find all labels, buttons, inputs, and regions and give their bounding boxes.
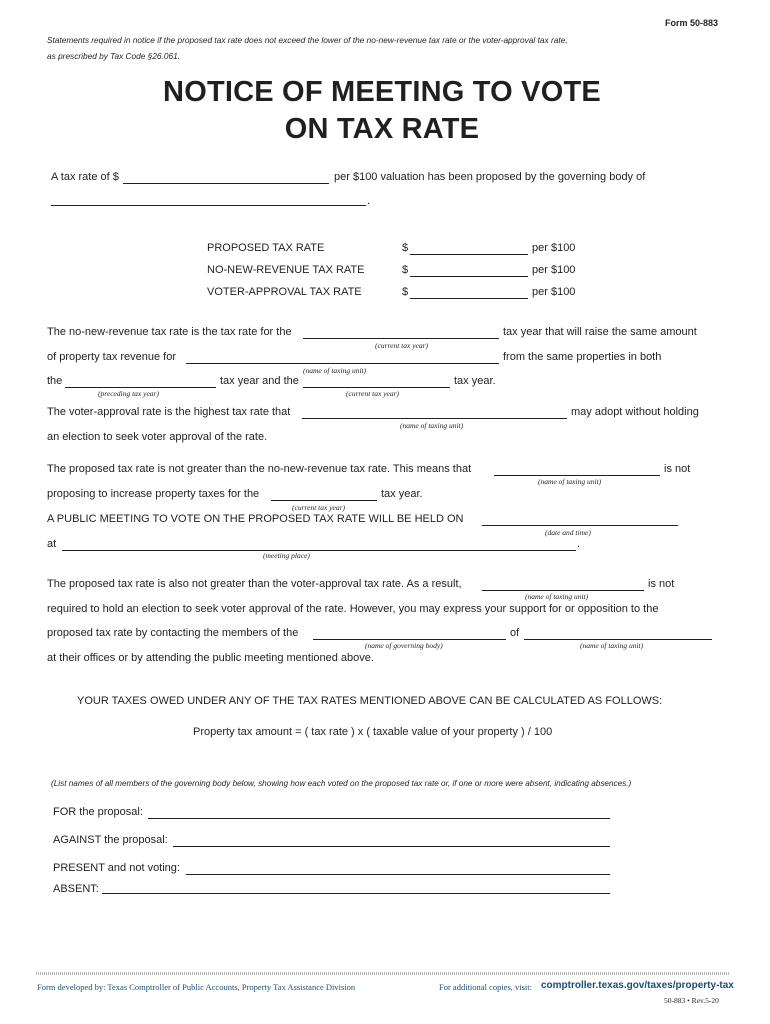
- calc-formula: Property tax amount = ( tax rate ) x ( taxable value of your property ) / 100: [193, 726, 553, 738]
- rate-per-nnr: per $100: [532, 264, 576, 276]
- statute-note-line-2: as prescribed by Tax Code §26.061.: [47, 51, 180, 61]
- rate-per-proposed: per $100: [532, 242, 576, 254]
- ng-nnr-line2-a: proposing to increase property taxes for the: [47, 488, 260, 500]
- governing-body-name-field[interactable]: [313, 639, 506, 640]
- caption-ng-taxing-unit: (name of taxing unit): [538, 477, 602, 486]
- ng-nnr-current-year-field[interactable]: [271, 500, 377, 501]
- tax-rate-field[interactable]: [123, 183, 329, 184]
- nnr-line2-b: from the same properties in both: [503, 351, 662, 363]
- rate-per-va: per $100: [532, 286, 576, 298]
- footer-divider: [36, 972, 729, 975]
- rate-label-nnr: NO-NEW-REVENUE TAX RATE: [207, 264, 365, 276]
- nnr-current-year-field-2[interactable]: [303, 387, 450, 388]
- va-line1-b: may adopt without holding: [571, 406, 699, 418]
- nnr-line3-b: tax year and the: [220, 375, 299, 387]
- ng-nnr-line1-a: The proposed tax rate is not greater than the no-new-revenue tax rate. This means that: [47, 463, 472, 475]
- statute-note-line-1: Statements required in notice if the proposed tax rate does not exceed the lower of the no-new-revenue tax rate or the voter-approval tax rate,: [47, 35, 568, 45]
- rate-dollar-va: $: [402, 286, 409, 298]
- vote-absent-field[interactable]: [102, 893, 610, 894]
- meeting-date-time-field[interactable]: [482, 525, 678, 526]
- rate-dollar-proposed: $: [402, 242, 409, 254]
- nnr-line3-a: the: [47, 375, 63, 387]
- nnr-taxing-unit-field[interactable]: [186, 363, 499, 364]
- ng-va-line3-a: proposed tax rate by contacting the members of the: [47, 627, 299, 639]
- vote-present-label: PRESENT and not voting:: [53, 862, 180, 874]
- caption-date-time: (date and time): [545, 528, 591, 537]
- ng-va-line1-b: is not: [648, 578, 675, 590]
- caption-ng-current-year: (current tax year): [292, 503, 346, 512]
- vote-for-field[interactable]: [148, 818, 610, 819]
- va-line1-a: The voter-approval rate is the highest tax rate that: [47, 406, 291, 418]
- caption-meeting-place: (meeting place): [263, 551, 310, 560]
- vote-present-field[interactable]: [186, 874, 610, 875]
- ng-va-line3-b: of: [510, 627, 520, 639]
- footer-revision: 50-883 • Rev.5-20: [664, 996, 719, 1005]
- caption-ng-va-taxing-unit-2: (name of taxing unit): [580, 641, 644, 650]
- caption-va-taxing-unit: (name of taxing unit): [400, 421, 464, 430]
- nnr-rate-field[interactable]: [410, 276, 528, 277]
- intro-suffix: per $100 valuation has been proposed by the governing body of: [334, 171, 646, 183]
- rate-label-va: VOTER-APPROVAL TAX RATE: [207, 286, 362, 298]
- ng-va-line4: at their offices or by attending the public meeting mentioned above.: [47, 652, 374, 664]
- footer-url-link[interactable]: comptroller.texas.gov/taxes/property-tax: [541, 980, 734, 991]
- nnr-line1-b: tax year that will raise the same amount: [503, 326, 697, 338]
- ng-va-taxing-unit-field[interactable]: [482, 590, 644, 591]
- caption-current-year-2: (current tax year): [346, 389, 400, 398]
- meeting-at: at: [47, 538, 57, 550]
- vote-against-field[interactable]: [173, 846, 610, 847]
- governing-body-field[interactable]: [51, 205, 366, 206]
- va-line2: an election to seek voter approval of the rate.: [47, 431, 268, 443]
- nnr-line2-a: of property tax revenue for: [47, 351, 177, 363]
- nnr-preceding-year-field[interactable]: [65, 387, 216, 388]
- footer-copies-prefix: For additional copies, visit:: [439, 982, 533, 992]
- page-title-line-1: NOTICE OF MEETING TO VOTE: [163, 76, 601, 108]
- ng-va-line2: required to hold an election to seek voter approval of the rate. However, you may express your support for or opposition to the: [47, 603, 659, 615]
- meeting-place-field[interactable]: [62, 550, 576, 551]
- footer-credit: Form developed by: Texas Comptroller of Public Accounts, Property Tax Assistance Division: [37, 982, 356, 992]
- vote-against-label: AGAINST the proposal:: [53, 834, 168, 846]
- meeting-at-end: .: [577, 538, 581, 550]
- caption-preceding-year: (preceding tax year): [98, 389, 159, 398]
- ng-va-line1-a: The proposed tax rate is also not greater than the voter-approval tax rate. As a result,: [47, 578, 462, 590]
- votes-instruction: (List names of all members of the governing body below, showing how each voted on the proposed tax rate or, if one or more were absent, indicating absences.): [51, 779, 632, 788]
- calc-heading: YOUR TAXES OWED UNDER ANY OF THE TAX RATES MENTIONED ABOVE CAN BE CALCULATED AS FOLLOWS:: [77, 695, 663, 707]
- nnr-current-year-field[interactable]: [303, 338, 499, 339]
- vote-absent-label: ABSENT:: [53, 883, 99, 895]
- caption-governing-body: (name of governing body): [365, 641, 443, 650]
- caption-current-year: (current tax year): [375, 341, 429, 350]
- intro-prefix: A tax rate of $: [51, 171, 119, 183]
- caption-ng-va-taxing-unit: (name of taxing unit): [525, 592, 589, 601]
- form-number: Form 50-883: [665, 18, 719, 28]
- va-taxing-unit-field[interactable]: [302, 418, 567, 419]
- ng-nnr-taxing-unit-field[interactable]: [494, 475, 660, 476]
- ng-nnr-line2-b: tax year.: [381, 488, 423, 500]
- page-title-line-2: ON TAX RATE: [284, 113, 480, 145]
- rate-dollar-nnr: $: [402, 264, 409, 276]
- ng-nnr-line1-b: is not: [664, 463, 691, 475]
- intro-end: .: [367, 195, 371, 207]
- nnr-line3-c: tax year.: [454, 375, 496, 387]
- nnr-line1-a: The no-new-revenue tax rate is the tax rate for the: [47, 326, 292, 338]
- va-rate-field[interactable]: [410, 298, 528, 299]
- caption-taxing-unit: (name of taxing unit): [303, 366, 367, 375]
- vote-for-label: FOR the proposal:: [53, 806, 143, 818]
- proposed-rate-field[interactable]: [410, 254, 528, 255]
- rate-label-proposed: PROPOSED TAX RATE: [207, 242, 325, 254]
- meeting-statement: A PUBLIC MEETING TO VOTE ON THE PROPOSED TAX RATE WILL BE HELD ON: [47, 513, 464, 525]
- ng-va-taxing-unit-field-2[interactable]: [524, 639, 712, 640]
